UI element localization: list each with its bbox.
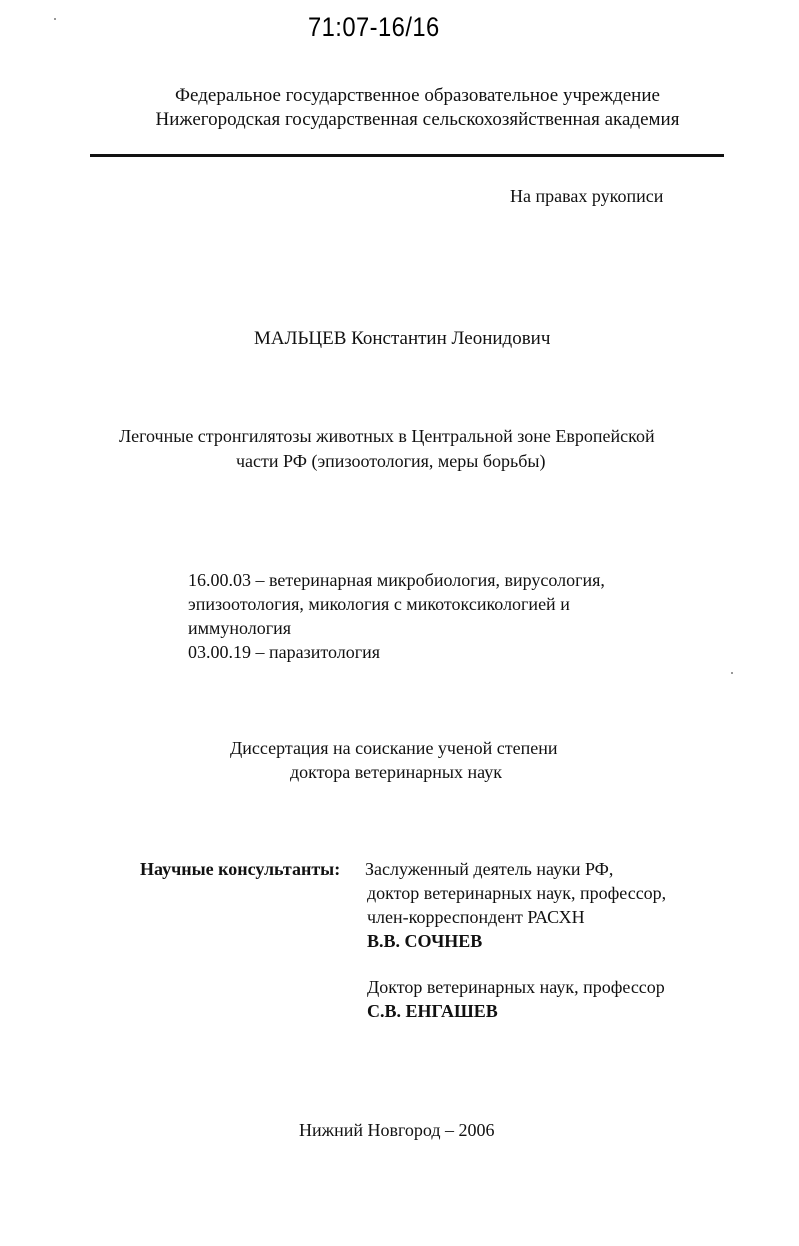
- specialty-line-2: эпизоотология, микология с микотоксикологией и: [188, 594, 570, 614]
- manuscript-note: На правах рукописи: [510, 186, 664, 206]
- specialty-line-4: 03.00.19 – паразитология: [188, 642, 381, 662]
- consultant-2-name: С.В. ЕНГАШЕВ: [367, 1001, 498, 1021]
- dissertation-line-1: Диссертация на соискание ученой степени: [230, 738, 558, 758]
- title-line-2: части РФ (эпизоотология, меры борьбы): [236, 451, 546, 471]
- institution-line-1: Федеральное государственное образовательное учреждение: [175, 85, 660, 106]
- title-line-1: Легочные стронгилятозы животных в Центральной зоне Европейской: [119, 426, 655, 446]
- archive-stamp: 71:07-16/16: [308, 12, 440, 42]
- place-and-year: Нижний Новгород – 2006: [299, 1120, 495, 1140]
- consultant-1-line-1: Заслуженный деятель науки РФ,: [365, 859, 614, 879]
- header-divider: [90, 154, 724, 157]
- consultant-1-name: В.В. СОЧНЕВ: [367, 931, 483, 951]
- dissertation-line-2: доктора ветеринарных наук: [290, 762, 502, 782]
- consultant-1-line-2: доктор ветеринарных наук, профессор,: [367, 883, 667, 903]
- scan-speck: [731, 672, 733, 674]
- institution-line-2: Нижегородская государственная сельскохозяйственная академия: [155, 109, 680, 130]
- scan-speck: [54, 18, 56, 20]
- specialty-line-3: иммунология: [188, 618, 292, 638]
- specialty-line-1: 16.00.03 – ветеринарная микробиология, вирусология,: [188, 570, 605, 590]
- consultant-2-line-1: Доктор ветеринарных наук, профессор: [367, 977, 665, 997]
- consultant-1-line-3: член-корреспондент РАСХН: [367, 907, 585, 927]
- consultants-label: Научные консультанты:: [140, 859, 341, 879]
- author-name: МАЛЬЦЕВ Константин Леонидович: [254, 328, 551, 349]
